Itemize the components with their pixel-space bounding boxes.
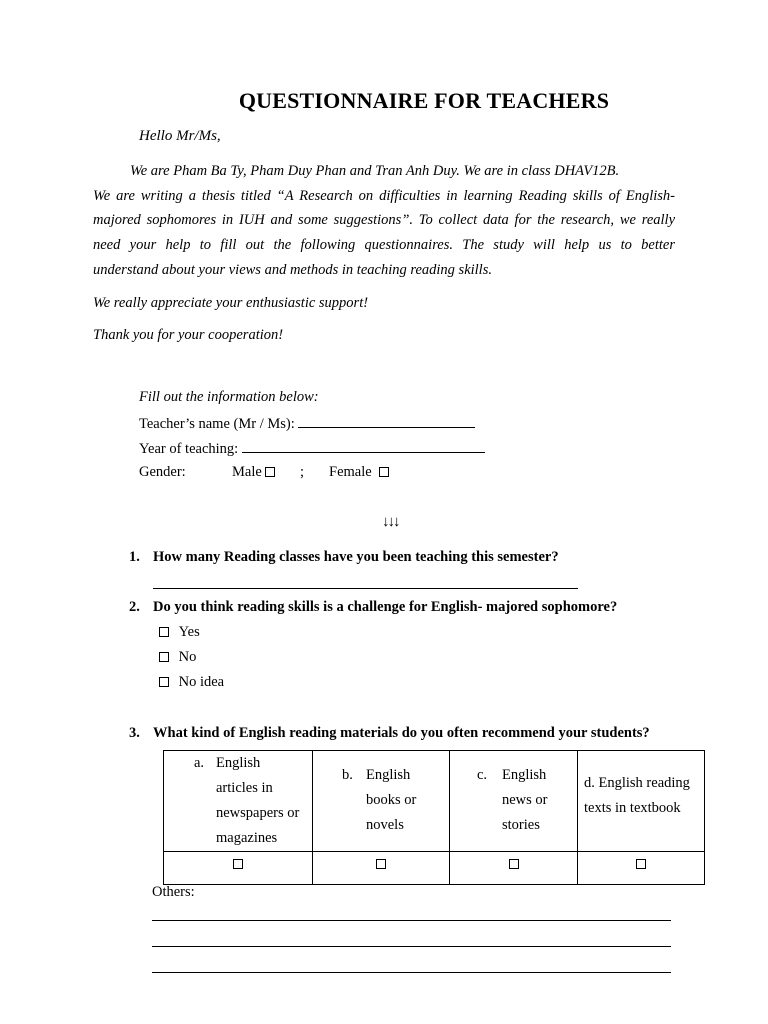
male-label: Male (232, 464, 262, 480)
female-label: Female (329, 464, 372, 480)
male-option[interactable] (232, 464, 275, 481)
q2-yes-label: Yes (178, 624, 200, 640)
q2-option-no[interactable] (159, 649, 196, 666)
question-3-number: 3. (129, 725, 140, 741)
q2-no-label: No (178, 649, 197, 665)
material-a-letter: a. (194, 755, 205, 771)
year-label: Year of teaching: (139, 441, 242, 457)
thanks-text: Thank you for your cooperation! (93, 327, 284, 343)
intro-line-5: understand about your views and methods in teaching reading skills. (93, 262, 492, 278)
material-b-checkbox-cell (313, 852, 450, 885)
teacher-name-label: Teacher’s name (Mr / Ms): (139, 416, 299, 432)
material-b-line-2: books or (366, 792, 417, 808)
material-d-checkbox[interactable] (636, 859, 646, 869)
material-b-checkbox[interactable] (376, 859, 386, 869)
others-answer-line-3[interactable] (152, 960, 671, 973)
teacher-name-row (139, 414, 475, 433)
intro-line-3: majored sophomores in IUH and some suggestions”. To collect data for the research, we really (93, 212, 675, 228)
material-a-cell (164, 751, 313, 852)
question-1-text: How many Reading classes have you been teaching this semester? (153, 549, 559, 565)
material-c-checkbox-cell (450, 852, 578, 885)
material-c-line-2: news or (502, 792, 548, 808)
gender-separator: ; (300, 464, 305, 480)
material-b-line-1: English (366, 767, 411, 783)
year-field[interactable] (242, 439, 485, 453)
intro-line-1: We are Pham Ba Ty, Pham Duy Phan and Tran Anh Duy. We are in class DHAV12B. (130, 163, 620, 179)
question-3-text: What kind of English reading materials do you often recommend your students? (153, 725, 650, 741)
materials-header-row (164, 751, 705, 852)
material-d-cell (578, 751, 705, 852)
materials-table (163, 750, 705, 885)
material-a-checkbox-cell (164, 852, 313, 885)
female-option[interactable] (329, 464, 389, 481)
question-2-number: 2. (129, 599, 140, 615)
materials-checkbox-row (164, 852, 705, 885)
material-d-checkbox-cell (578, 852, 705, 885)
down-arrows-icon: ↓↓↓ (382, 514, 399, 530)
male-checkbox[interactable] (265, 467, 275, 477)
intro-line-2: We are writing a thesis titled “A Research on difficulties in learning Reading skills of English- (93, 188, 675, 204)
material-c-line-3: stories (502, 817, 540, 833)
material-a-line-2: articles in (216, 780, 273, 796)
material-c-cell (450, 751, 578, 852)
material-a-checkbox[interactable] (233, 859, 243, 869)
material-a-line-4: magazines (216, 830, 278, 846)
material-a-line-1: English (216, 755, 261, 771)
teacher-name-field[interactable] (298, 414, 475, 428)
question-1-number: 1. (129, 549, 140, 565)
material-d-line-1: d. English reading (584, 775, 690, 791)
q2-no-checkbox[interactable] (159, 652, 169, 662)
others-answer-line-2[interactable] (152, 934, 671, 947)
q2-no-idea-checkbox[interactable] (159, 677, 169, 687)
material-c-line-1: English (502, 767, 547, 783)
q2-option-yes[interactable] (159, 624, 200, 641)
question-2-text: Do you think reading skills is a challenge for English- majored sophomore? (153, 599, 618, 615)
material-b-line-3: novels (366, 817, 404, 833)
gender-row (139, 464, 186, 481)
question-1-answer-field[interactable] (153, 576, 578, 589)
material-c-letter: c. (477, 767, 488, 783)
others-answer-line-1[interactable] (152, 908, 671, 921)
material-b-cell (313, 751, 450, 852)
others-label: Others: (152, 884, 195, 900)
appreciation-text: We really appreciate your enthusiastic support! (93, 295, 369, 311)
page-title: QUESTIONNAIRE FOR TEACHERS (238, 88, 610, 113)
info-heading: Fill out the information below: (139, 389, 319, 405)
q2-yes-checkbox[interactable] (159, 627, 169, 637)
material-c-checkbox[interactable] (509, 859, 519, 869)
q2-no-idea-label: No idea (178, 674, 225, 690)
q2-option-no-idea[interactable] (159, 674, 224, 691)
greeting: Hello Mr/Ms, (139, 128, 221, 144)
female-checkbox[interactable] (379, 467, 389, 477)
year-row (139, 439, 485, 458)
intro-line-4: need your help to fill out the following questionnaires. The study will help us to better (93, 237, 675, 253)
material-a-line-3: newspapers or (216, 805, 300, 821)
material-d-line-2: texts in textbook (584, 800, 681, 816)
material-b-letter: b. (342, 767, 353, 783)
gender-label: Gender: (139, 464, 186, 480)
